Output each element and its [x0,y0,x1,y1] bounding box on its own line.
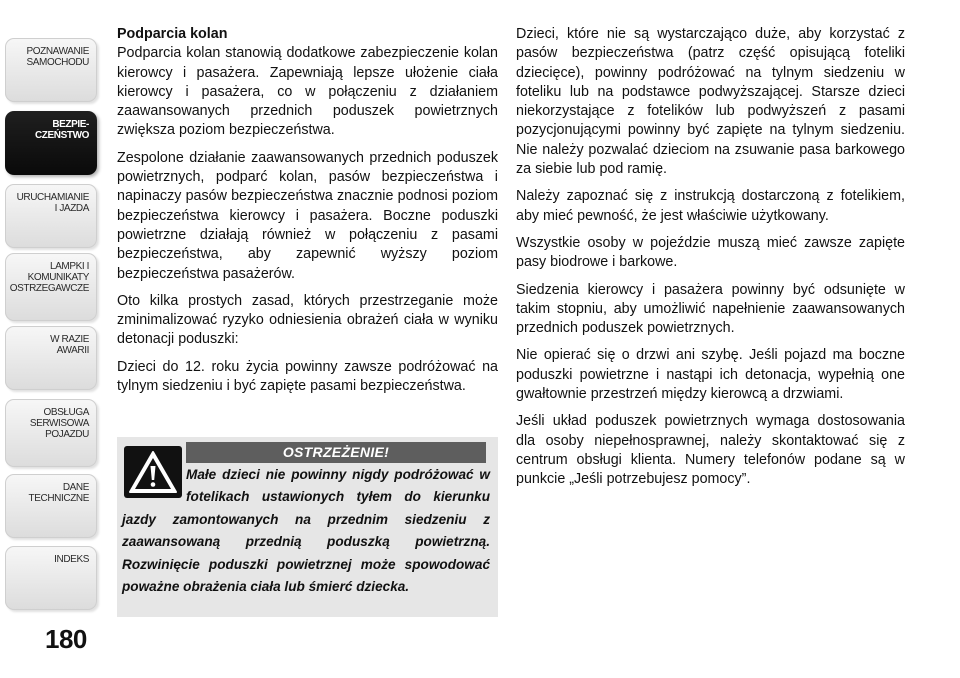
section-heading: Podparcia kolan [117,26,228,42]
tab-label: LAMPKI I KOMUNIKATY OSTRZEGAWCZE [9,261,89,294]
tab-w-razie-awarii[interactable] [5,326,97,390]
tab-uruchamianie-i-jazda[interactable] [5,184,97,248]
warning-title: OSTRZEŻENIE! [186,442,486,463]
paragraph: Wszystkie osoby w pojeździe muszą mieć zawsze zapięte pasy biodrowe i barkowe. [516,234,905,271]
paragraph: Należy zapoznać się z instrukcją dostarczoną z fotelikiem, aby mieć pewność, że jest właściwie użytkowany. [516,188,905,224]
tab-label: BEZPIE- CZEŃSTWO [34,119,89,141]
paragraph: Nie opierać się o drzwi ani szybę. Jeśli pojazd ma boczne poduszki powietrzne i nastąpi ich detonacja, wypełnią one gwałtownie przestrzeń między kierowcą a drzwiami. [516,347,905,403]
tab-bezpieczenstwo[interactable] [5,111,97,175]
warning-text: Małe dzieci nie powinny nigdy podróżować w fotelikach ustawionych tyłem do kierunku jazdy zamontowanych na przednim siedzeniu z zaawansowaną przednią poduszką powietrzną. Rozwinięcie poduszki powietrznej może spowodować poważne obrażenia ciała lub śmierć dziecka. [122,467,490,595]
paragraph: Zespolone działanie zaawansowanych przednich poduszek powietrznych, podparć kolan, pasów bezpieczeństwa i napinaczy pasów bezpieczeństwa znacznie podnosi poziom bezpieczeństwa kierowcy i pasażera. Boczne poduszki powietrzne działają również w połączeniu z pasami bezpieczeństwa, aby zapewnić wyższy poziom bezpieczeństwa pasażerów. [117,149,498,282]
paragraph: Podparcia kolan stanowią dodatkowe zabezpieczenie kolan kierowcy i pasażera. Zapewniają lepsze ułożenie ciała kierowcy i pasażera, co w połączeniu z działaniem zaawansowanych przednich poduszek powietrznych zwiększa poziom bezpieczeństwa. [117,45,498,139]
tab-label: URUCHAMIANIE I JAZDA [16,192,89,214]
tab-poznawanie-samochodu[interactable] [5,38,97,102]
tab-indeks[interactable] [5,546,97,610]
tab-obsluga-serwisowa[interactable] [5,399,97,467]
chapter-sidebar [0,0,104,678]
paragraph: Dzieci do 12. roku życia powinny zawsze podróżować na tylnym siedzeniu i być zapięte pasami bezpieczeństwa. [117,358,498,395]
paragraph: Jeśli układ poduszek powietrznych wymaga dostosowania dla osoby niepełnosprawnej, należy skontaktować się z centrum obsługi klienta. Numery telefonów podane są w punkcie „Jeśli potrzebujesz pomocy”. [516,413,905,488]
warning-text-block [122,464,490,598]
tab-label: OBSŁUGA SERWISOWA POJAZDU [29,407,89,440]
left-column [117,25,498,404]
tab-dane-techniczne[interactable] [5,474,97,538]
right-column [516,25,905,498]
tab-lampki-i-komunikaty[interactable] [5,253,97,321]
tab-label: INDEKS [54,554,89,565]
paragraph: Oto kilka prostych zasad, których przestrzeganie może zminimalizować ryzyko odniesienia obrażeń ciała w wyniku detonacji poduszki: [117,292,498,348]
icon-spacer [122,464,186,506]
tab-label: DANE TECHNICZNE [28,482,89,504]
paragraph: Siedzenia kierowcy i pasażera powinny być odsunięte w takim stopniu, aby umożliwić napełnienie zaawansowanych przednich poduszek powietrznych. [516,281,905,337]
tab-label: POZNAWANIE SAMOCHODU [26,46,89,68]
paragraph: Dzieci, które nie są wystarczająco duże, aby korzystać z pasów bezpieczeństwa (patrz część opisującą foteliki dziecięce), powinny podróżować na tylnym siedzeniu w foteliku lub na podstawce podwyższającej. Starsze dzieci niekorzystające z fotelików lub podwyższeń z pasami pozycjonującymi powinny być zapięte na tylnym siedzeniu. Nie należy pozwalać dzieciom na zsuwanie pasa barkowego za siebie lub pod ramię. [516,26,905,178]
tab-label: W RAZIE AWARII [50,334,89,356]
page-number: 180 [45,624,87,654]
